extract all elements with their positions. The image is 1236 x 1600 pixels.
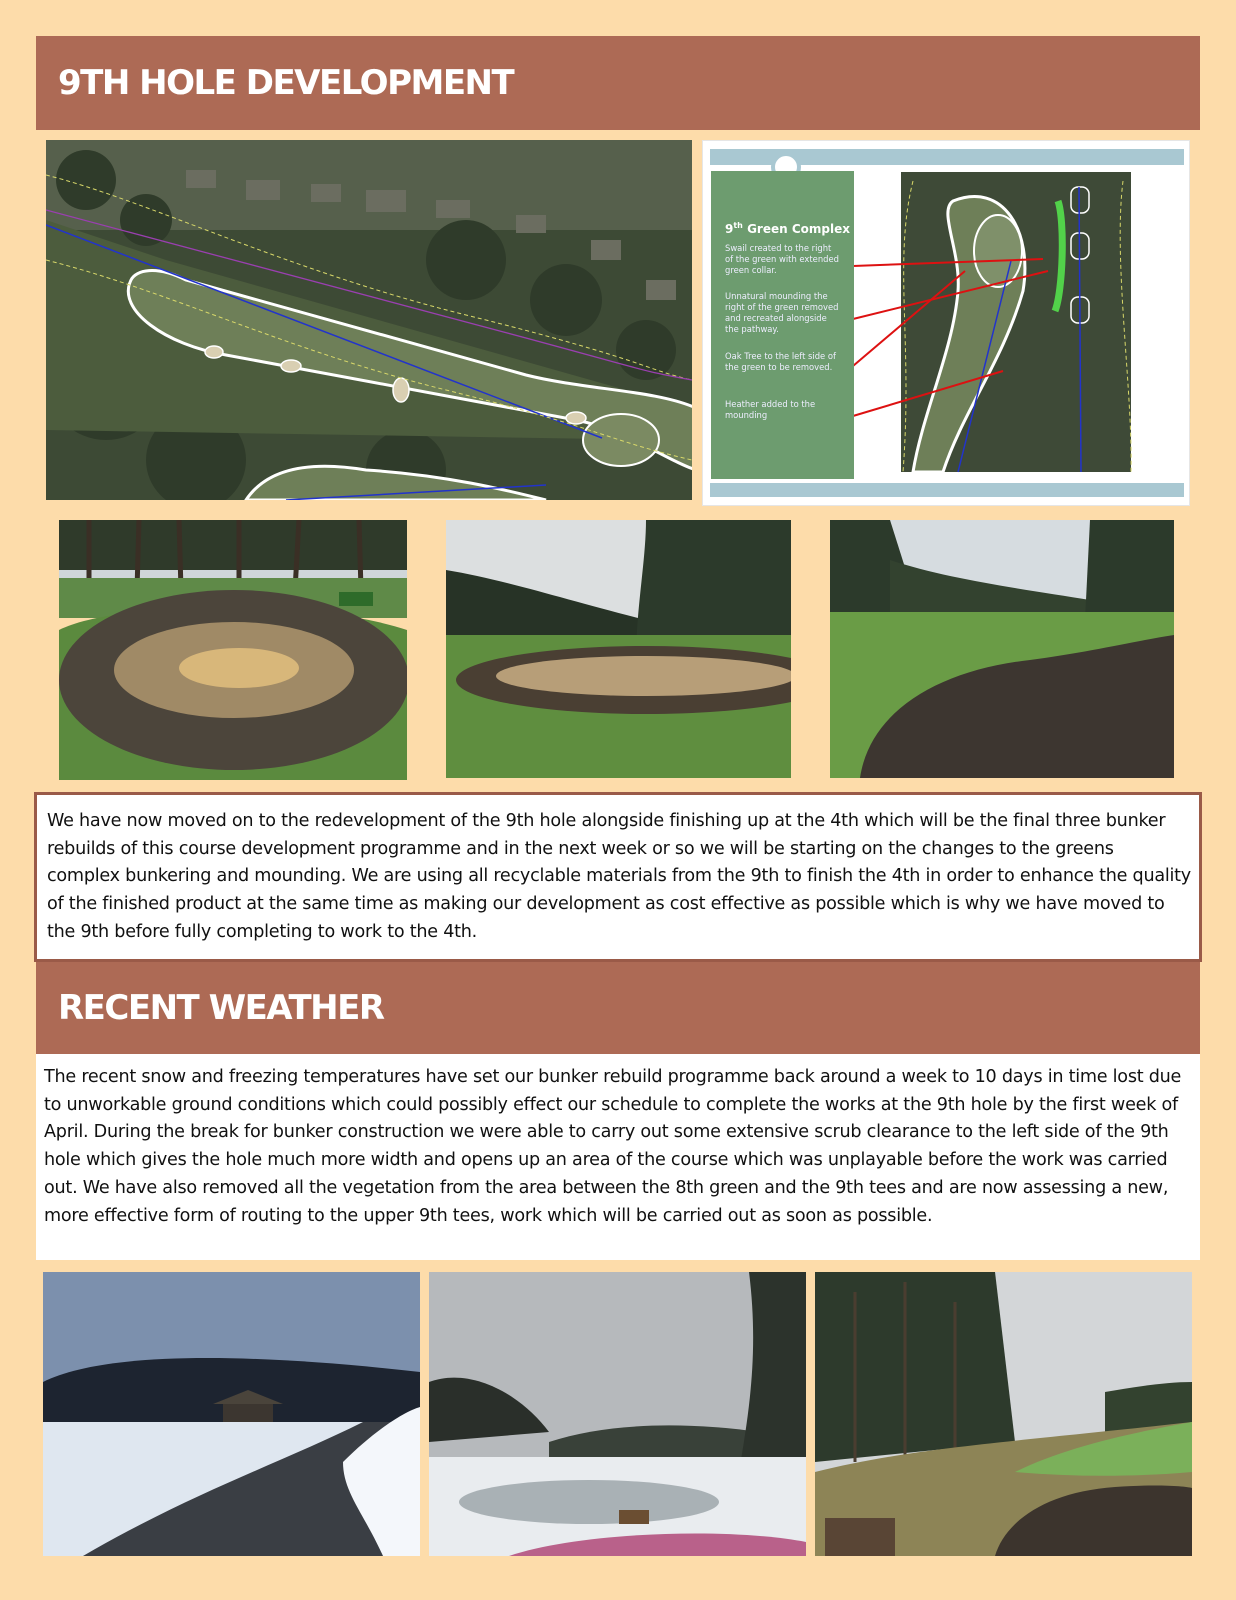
section-title-development: 9TH HOLE DEVELOPMENT — [36, 36, 1200, 130]
plan-notes-panel — [711, 171, 854, 479]
weather-text: The recent snow and freezing temperatures have set our bunker rebuild programme back around a week to 10 days in time lost due to unworkable ground conditions which could possibly effect our schedule to complete the works at the 9th hole by the first week of April. During the break for bunker construction we were able to carry out some extensive scrub clearance to the left side of the 9th hole which gives the hole much more width and opens up an area of the course which was unplayable before the work was carried out. We have also removed all the vegetation from the area between the 8th green and the 9th tees and are now assessing a new, more effective form of routing to the upper 9th tees, work which will be carried out as soon as possible. — [36, 1054, 1200, 1260]
plan-note: Swail created to the right of the green with extended green collar. — [725, 243, 839, 275]
plan-title: 9th Green Complex — [725, 221, 850, 236]
section-title-weather: RECENT WEATHER — [36, 962, 1200, 1054]
bunker-rebuild-photo — [446, 520, 791, 778]
aerial-hole-map — [46, 140, 692, 500]
plan-note: Heather added to the mounding — [725, 399, 816, 420]
plan-note: Unnatural mounding the right of the green removed and recreated alongside the pathway. — [725, 291, 839, 334]
snowy-road-photo — [43, 1272, 420, 1556]
bunker-excavation-photo — [59, 520, 407, 780]
plan-note: Oak Tree to the left side of the green to be removed. — [725, 351, 836, 372]
development-text: We have now moved on to the redevelopment of the 9th hole alongside finishing up at the 4th which will be the final three bunker rebuilds of this course development programme and in the next week or so we will be starting on the changes to the greens complex bunkering and mounding. We are using all recyclable materials from the 9th to finish the 4th in order to enhance the quality of the finished product at the same time as making our development as cost effective as possible which is why we have moved to the 9th before fully completing to work to the 4th. — [34, 792, 1202, 962]
bunker-turfing-photo — [830, 520, 1174, 778]
cleared-scrub-photo — [815, 1272, 1192, 1556]
snowy-pond-photo — [429, 1272, 806, 1556]
